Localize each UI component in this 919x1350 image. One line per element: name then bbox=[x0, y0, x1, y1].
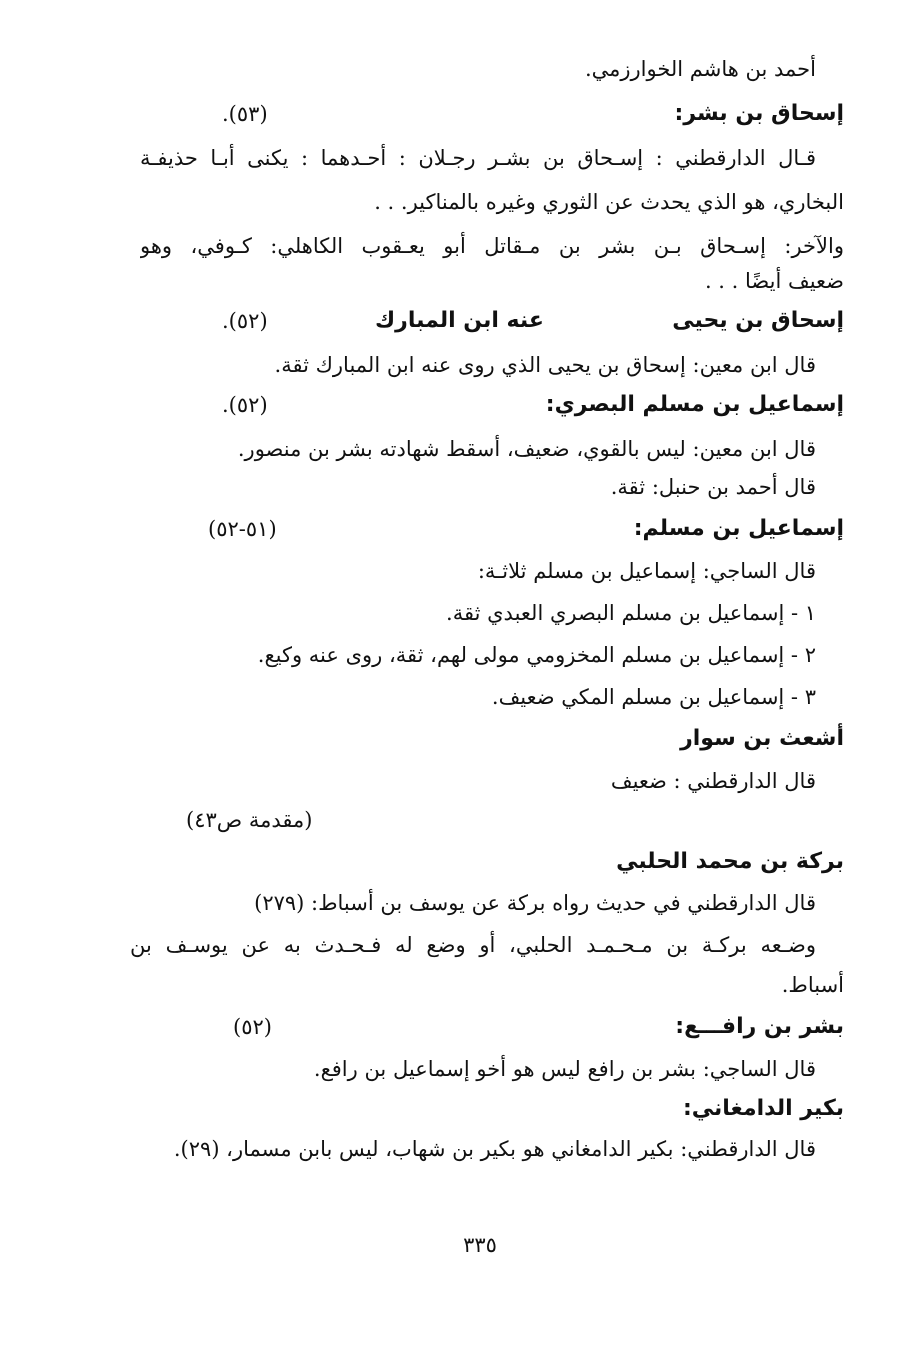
entry-reference: (٥٢) bbox=[233, 1015, 272, 1039]
entry-heading: بركة بن محمد الحلبي bbox=[616, 849, 844, 874]
entry-heading: إسحاق بن يحيى bbox=[672, 308, 844, 333]
text-line: قال الساجي: بشر بن رافع ليس هو أخو إسماعيل بن رافع. bbox=[313, 1057, 816, 1081]
text-line: أسباط. bbox=[781, 973, 844, 997]
reference-note: (مقدمة ص٤٣) bbox=[186, 808, 313, 832]
entry-heading: بكير الدامغاني: bbox=[682, 1096, 844, 1121]
text-line: قال ابن معين: ليس بالقوي، ضعيف، أسقط شهادته بشر بن منصور. bbox=[237, 437, 816, 461]
text-line: قال الساجي: إسماعيل بن مسلم ثلاثـة: bbox=[477, 559, 816, 583]
list-item: ٢ - إسماعيل بن مسلم المخزومي مولى لهم، ثقة، روى عنه وكيع. bbox=[257, 643, 816, 667]
entry-heading: بشر بن رافـــع: bbox=[675, 1014, 844, 1039]
text-line: وضـعه بركـة بن مـحـمـد الحلبي، أو وضع له فـحـدث به عن يوسـف بن bbox=[130, 933, 816, 957]
text-line: قال أحمد بن حنبل: ثقة. bbox=[610, 475, 816, 499]
text-line: ضعيف أيضًا . . . bbox=[704, 269, 844, 293]
entry-heading: إسماعيل بن مسلم: bbox=[633, 516, 844, 541]
entry-reference: (٥٢). bbox=[222, 393, 268, 417]
entry-heading: إسحاق بن بشر: bbox=[674, 101, 844, 126]
text-line: أحمد بن هاشم الخوارزمي. bbox=[584, 57, 816, 81]
text-line: البخاري، هو الذي يحدث عن الثوري وغيره بالمناكير. . . bbox=[374, 190, 844, 214]
text-line: والآخر: إسـحاق بـن بشر بن مـقاتل أبو يعـقوب الكاهلي: كـوفي، وهو bbox=[140, 234, 844, 258]
page-number: ٣٣٥ bbox=[463, 1233, 497, 1257]
entry-reference: (٥٢). bbox=[222, 309, 268, 333]
text-line: قال ابن معين: إسحاق بن يحيى الذي روى عنه ابن المبارك ثقة. bbox=[274, 353, 816, 377]
entry-reference: (٥٣). bbox=[222, 102, 268, 126]
text-line: قال الدارقطني: بكير الدامغاني هو بكير بن شهاب، ليس بابن مسمار، (٢٩). bbox=[173, 1137, 816, 1161]
entry-heading: إسماعيل بن مسلم البصري: bbox=[545, 392, 844, 417]
list-item: ١ - إسماعيل بن مسلم البصري العبدي ثقة. bbox=[446, 601, 816, 625]
text-line: قـال الدارقطني : إسـحاق بن بشـر رجـلان : أحـدهما : يكنى أبـا حذيفـة bbox=[140, 146, 816, 170]
text-line: قال الدارقطني في حديث رواه بركة عن يوسف بن أسباط: (٢٧٩) bbox=[254, 891, 816, 915]
entry-heading: أشعث بن سوار bbox=[680, 726, 844, 751]
entry-reference: (٥١-٥٢) bbox=[208, 517, 277, 541]
entry-note: عنه ابن المبارك bbox=[375, 308, 544, 333]
list-item: ٣ - إسماعيل بن مسلم المكي ضعيف. bbox=[491, 685, 816, 709]
text-line: قال الدارقطني : ضعيف bbox=[610, 769, 816, 793]
